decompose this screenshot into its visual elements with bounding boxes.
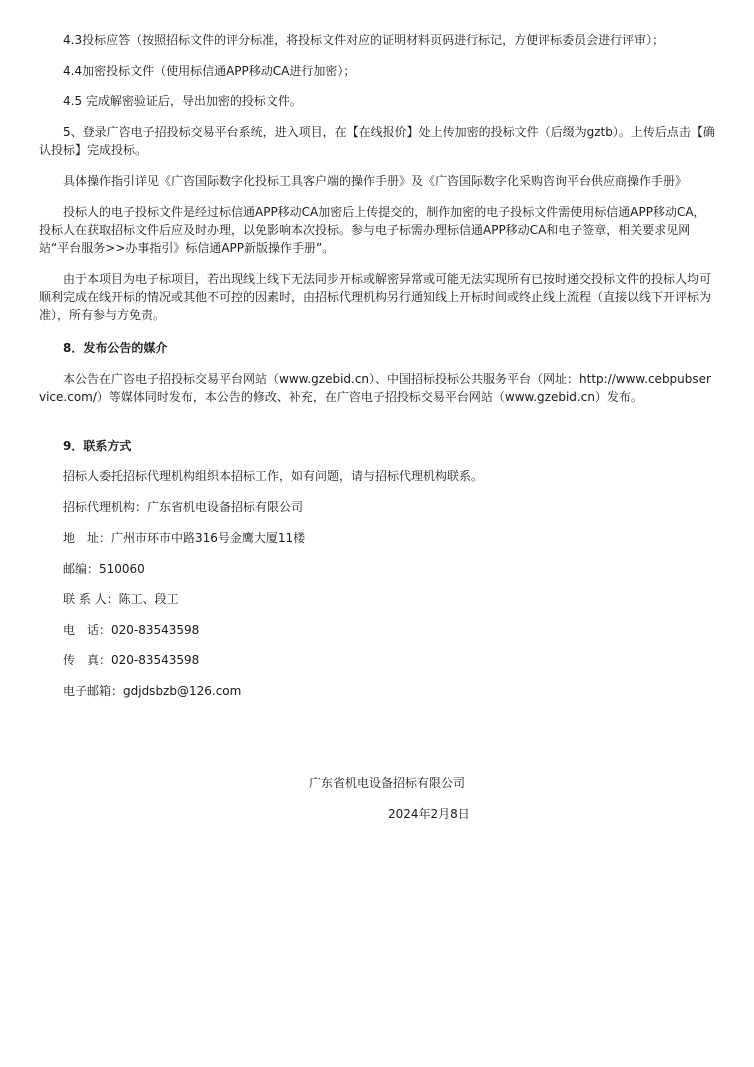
section-8-heading: 8．发布公告的媒介 [63,341,168,355]
contact-postcode: 邮编：510060 [63,562,145,576]
contact-agency: 招标代理机构：广东省机电设备招标有限公司 [63,500,304,514]
signature-date: 2024年2月8日 [388,807,470,821]
contact-person: 联 系 人：陈工、段工 [63,592,179,606]
contact-intro: 招标人委托招标代理机构组织本招标工作，如有问题，请与招标代理机构联系。 [63,469,484,483]
paragraph-manual-reference: 具体操作指引详见《广咨国际数字化投标工具客户端的操作手册》及《广咨国际数字化采购咨询平台供应商操作手册》 [63,174,688,188]
contact-fax: 传 真：020-83543598 [63,653,200,667]
signature-company: 广东省机电设备招标有限公司 [309,776,466,790]
paragraph-step-5: 5、登录广咨电子招投标交易平台系统，进入项目，在【在线报价】处上传加密的投标文件（后缀为gztb）。上传后点击【确认投标】完成投标。 [39,125,715,157]
paragraph-disclaimer: 由于本项目为电子标项目，若出现线上线下无法同步开标或解密异常或可能无法实现所有已按时递交投标文件的投标人均可顺利完成在线开标的情况或其他不可控的因素时，由招标代理机构另行通知线上开标时间或终止线上流程（直接以线下开评标为准），所有参与方免责。 [39,272,712,322]
paragraph-4-5: 4.5 完成解密验证后，导出加密的投标文件。 [63,94,302,108]
section-8-body: 本公告在广咨电子招投标交易平台网站（www.gzebid.cn）、中国招标投标公共服务平台（网址：http://www.cebpubservice.com/）等媒体同时发布，本公告的修改、补充，在广咨电子招投标交易平台网站（www.gzebid.cn）发布。 [39,372,711,404]
section-9-heading: 9．联系方式 [63,439,132,453]
paragraph-4-3: 4.3投标应答（按照招标文件的评分标准，将投标文件对应的证明材料页码进行标记，方便评标委员会进行评审）； [63,33,665,47]
contact-address: 地 址：广州市环市中路316号金鹰大厦11楼 [63,531,306,545]
paragraph-4-4: 4.4加密投标文件（使用标信通APP移动CA进行加密）； [63,64,356,78]
paragraph-ca-requirement: 投标人的电子投标文件是经过标信通APP移动CA加密后上传提交的，制作加密的电子投标文件需使用标信通APP移动CA，投标人在获取招标文件后应及时办理，以免影响本次投标。参与电子标需办理标信通APP移动CA和电子签章，相关要求见网站“平台服务>>办事指引》标信通APP新版操作手册”。 [39,205,706,255]
contact-email: 电子邮箱：gdjdsbzb@126.com [63,684,242,698]
contact-phone: 电 话：020-83543598 [63,623,200,637]
